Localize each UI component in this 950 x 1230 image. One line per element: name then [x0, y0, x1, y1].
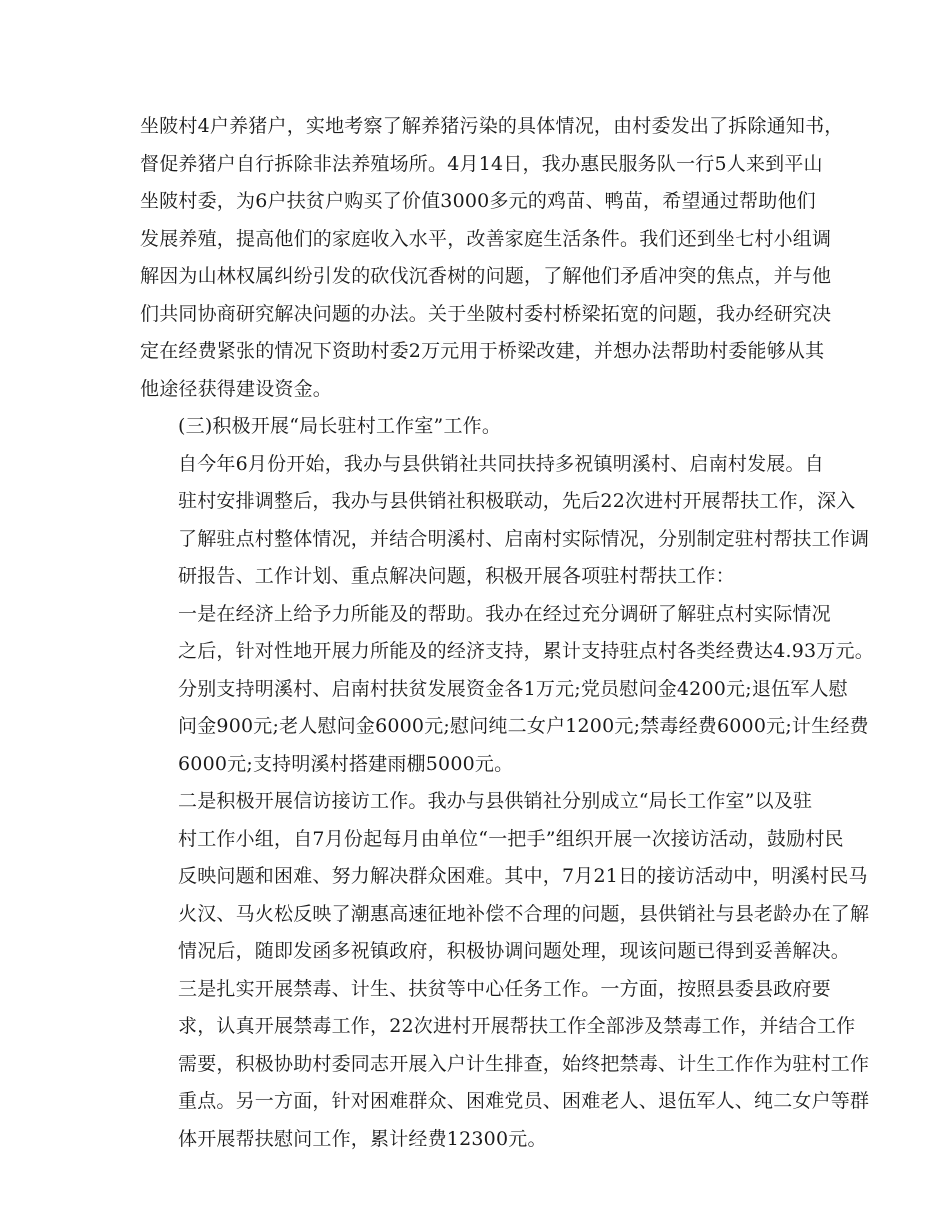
paragraph-line: 他途径获得建设资金。 — [140, 377, 333, 400]
paragraph-line: 重点。另一方面，针对困难群众、困难党员、困难老人、退伍军人、纯二女户等群 — [178, 1090, 870, 1112]
paragraph-line: 火汉、马火松反映了潮惠高速征地补偿不合理的问题，县供销社与县老龄办在了解 — [178, 902, 870, 925]
paragraph-line: 一是在经济上给予力所能及的帮助。我办在经过充分调研了解驻点村实际情况 — [178, 602, 831, 625]
paragraph-line: 之后，针对性地开展力所能及的经济支持，累计支持驻点村各类经费达4.93万元。 — [178, 640, 874, 662]
paragraph-line: 体开展帮扶慰问工作，累计经费12300元。 — [178, 1127, 547, 1150]
paragraph — [140, 446, 870, 596]
paragraph-line: 了解驻点村整体情况，并结合明溪村、启南村实际情况，分别制定驻村帮扶工作调 — [178, 527, 870, 550]
paragraph-line: 问金900元;老人慰问金6000元;慰问纯二女户1200元;禁毒经费6000元;计生经费 — [178, 715, 869, 737]
paragraph-line: 6000元;支持明溪村搭建雨棚5000元。 — [178, 752, 514, 775]
paragraph-line: 研报告、工作计划、重点解决问题，积极开展各项驻村帮扶工作： — [178, 565, 735, 587]
paragraph — [140, 108, 844, 408]
paragraph — [140, 596, 874, 784]
document-body — [140, 108, 874, 1158]
paragraph-line: 村工作小组，自7月份起每月由单位“一把手”组织开展一次接访活动，鼓励村民 — [178, 827, 844, 850]
paragraph-line: 情况后，随即发函多祝镇政府，积极协调问题处理，现该问题已得到妥善解决。 — [178, 940, 851, 962]
paragraph-line: 定在经费紧张的情况下资助村委2万元用于桥梁改建，并想办法帮助村委能够从其 — [140, 340, 825, 362]
paragraph-line: 三是扎实开展禁毒、计生、扶贫等中心任务工作。一方面，按照县委县政府要 — [178, 977, 831, 1000]
paragraph-line: 督促养猪户自行拆除非法养殖场所。4月14日，我办惠民服务队一行5人来到平山 — [140, 152, 823, 175]
paragraph-line: 自今年6月份开始，我办与县供销社共同扶持多祝镇明溪村、启南村发展。自 — [178, 452, 824, 475]
paragraph-line: 发展养殖，提高他们的家庭收入水平，改善家庭生活条件。我们还到坐七村小组调 — [140, 227, 832, 250]
paragraph-line: 分别支持明溪村、启南村扶贫发展资金各1万元;党员慰问金4200元;退伍军人慰 — [178, 677, 848, 700]
paragraph-line: 驻村安排调整后，我办与县供销社积极联动，先后22次进村开展帮扶工作，深入 — [178, 490, 856, 512]
paragraph — [140, 783, 870, 971]
paragraph — [140, 971, 870, 1159]
paragraph-line: 解因为山林权属纠纷引发的砍伐沉香树的问题，了解他们矛盾冲突的焦点，并与他 — [140, 265, 832, 287]
paragraph-line: 二是积极开展信访接访工作。我办与县供销社分别成立“局长工作室”以及驻 — [178, 790, 813, 812]
paragraph-line: (三)积极开展“局长驻村工作室”工作。 — [178, 415, 502, 437]
paragraph-line: 反映问题和困难、努力解决群众困难。其中，7月21日的接访活动中，明溪村民马 — [178, 865, 868, 887]
paragraph-line: 坐陂村4户养猪户，实地考察了解养猪污染的具体情况，由村委发出了拆除通知书， — [140, 115, 844, 137]
paragraph-line: 需要，积极协助村委同志开展入户计生排查，始终把禁毒、计生工作作为驻村工作 — [178, 1052, 870, 1075]
paragraph-line: 求，认真开展禁毒工作，22次进村开展帮扶工作全部涉及禁毒工作，并结合工作 — [178, 1015, 856, 1037]
paragraph-line: 们共同协商研究解决问题的办法。关于坐陂村委村桥梁拓宽的问题，我办经研究决 — [140, 302, 832, 325]
paragraph — [140, 408, 812, 446]
paragraph-line: 坐陂村委，为6户扶贫户购买了价值3000多元的鸡苗、鸭苗，希望通过帮助他们 — [140, 190, 816, 212]
